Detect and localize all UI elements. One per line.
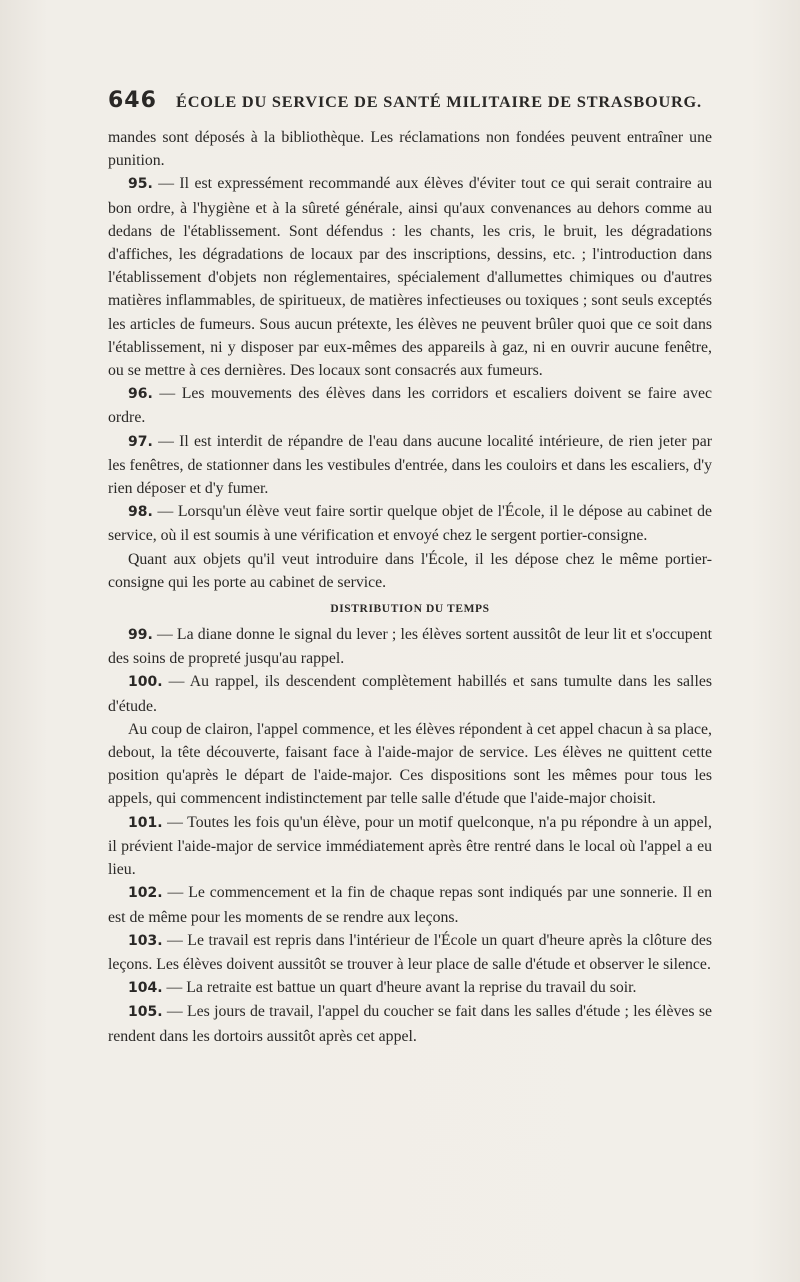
page-number: 646 [108,88,157,113]
article-96: 96. — Les mouvements des élèves dans les corridors et escaliers doivent se faire avec ordre. [108,385,712,427]
article-number: 95. [128,176,153,193]
body-text [108,126,712,1048]
article-105: 105. — Les jours de travail, l'appel du coucher se fait dans les salles d'étude ; les élèves se rendent dans les dortoirs aussitôt après cet appel. [108,1003,712,1045]
article-number: 102. [128,885,163,902]
page-header [108,88,713,113]
article-98: 98. — Lorsqu'un élève veut faire sortir quelque objet de l'École, il le dépose au cabinet de service, où il est soumis à une vérification et envoyé chez le sergent portier-consigne. [108,503,712,545]
article-number: 96. [128,386,153,403]
article-95: 95. — Il est expressément recommandé aux élèves d'éviter tout ce qui serait contraire au bon ordre, à l'hygiène et à la sûreté générale, ainsi qu'aux convenances au dehors comme au dedans de l'établissement. Sont défendus : les chants, les cris, le bruit, les dégradations d'affiches, les dégradations de locaux par des inscriptions, dessins, etc. ; l'introduction dans l'établissement d'objets non réglementaires, spécialement d'allumettes chimiques ou d'autres matières inflammables, de spiritueux, de matières infectieuses ou toxiques ; sont seuls exceptés les articles de fumeurs. Sous aucun prétexte, les élèves ne peuvent brûler quoi que ce soit dans l'établissement, ni y disposer par eux-mêmes des appareils à gaz, ni en ouvrir aucune fenêtre, ou se mettre à ces dernières. Des locaux sont consacrés aux fumeurs. [108,175,712,380]
article-101: 101. — Toutes les fois qu'un élève, pour un motif quelconque, n'a pu répondre à un appel, il prévient l'aide-major de service immédiatement après être rentré dans le local où l'appel a eu lieu. [108,813,712,879]
article-100-continued: Au coup de clairon, l'appel commence, et les élèves répondent à cet appel chacun à sa place, debout, la tête découverte, faisant face à l'aide-major de service. Les élèves ne quittent cette position qu'après le départ de l'aide-major. Ces dispositions sont les mêmes pour tous les appels, qui commencent indistinctement par telle salle d'étude que l'aide-major choisit. [108,720,712,808]
article-number: 97. [128,433,153,450]
article-99: 99. — La diane donne le signal du lever ; les élèves sortent aussitôt de leur lit et s'occupent des soins de propreté jusqu'au rappel. [108,626,712,668]
section-heading: DISTRIBUTION DU TEMPS [330,603,490,616]
running-title: ÉCOLE DU SERVICE DE SANTÉ MILITAIRE DE STRASBOURG. [176,92,702,111]
article-number: 105. [128,1004,163,1021]
article-number: 103. [128,932,163,949]
article-number: 100. [128,674,163,691]
article-100: 100. — Au rappel, ils descendent complètement habillés et sans tumulte dans les salles d'étude. [108,673,712,715]
paragraph-continuation: mandes sont déposés à la bibliothèque. Les réclamations non fondées peuvent entraîner une punition. [108,129,712,170]
article-number: 99. [128,627,153,644]
article-number: 98. [128,504,153,521]
article-97: 97. — Il est interdit de répandre de l'eau dans aucune localité intérieure, de rien jeter par les fenêtres, de stationner dans les vestibules d'entrée, dans les couloirs et dans les escaliers, d'y rien déposer et d'y fumer. [108,432,712,498]
article-104: 104. — La retraite est battue un quart d'heure avant la reprise du travail du soir. [128,979,637,997]
article-103: 103. — Le travail est repris dans l'intérieur de l'École un quart d'heure après la clôture des leçons. Les élèves doivent aussitôt se trouver à leur place de salle d'étude et observer le silence. [108,931,712,973]
article-98-continued: Quant aux objets qu'il veut introduire dans l'École, il les dépose chez le même portier-consigne qui les porte au cabinet de service. [108,550,712,591]
article-number: 101. [128,814,163,831]
article-number: 104. [128,980,163,997]
article-102: 102. — Le commencement et la fin de chaque repas sont indiqués par une sonnerie. Il en est de même pour les moments de se rendre aux leçons. [108,884,713,926]
